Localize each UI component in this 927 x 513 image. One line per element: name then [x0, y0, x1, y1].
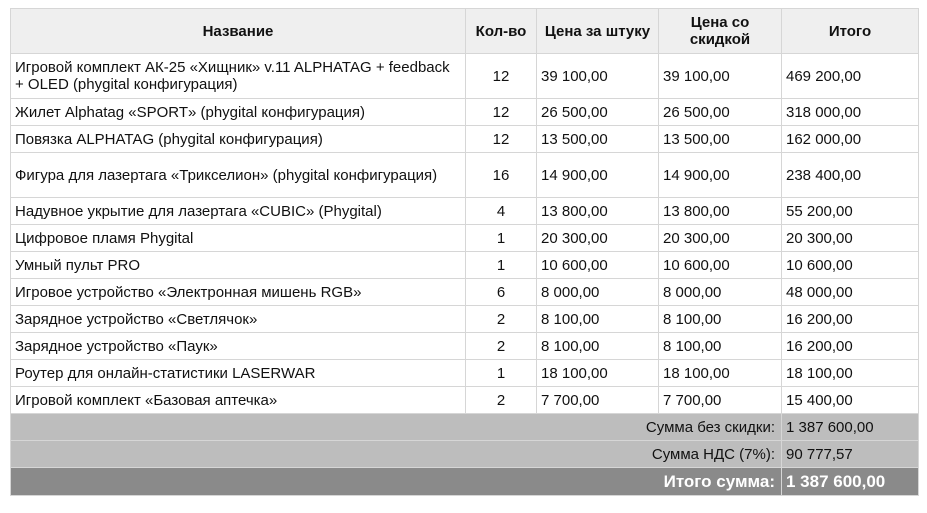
table-row	[11, 225, 919, 252]
table-row	[11, 54, 919, 99]
item-qty: 2	[466, 387, 537, 414]
item-price: 8 100,00	[537, 306, 659, 333]
table-row	[11, 126, 919, 153]
vat-label: Сумма НДС (7%):	[11, 441, 782, 468]
item-discount-price: 20 300,00	[659, 225, 782, 252]
subtotal-label: Сумма без скидки:	[11, 414, 782, 441]
item-discount-price: 7 700,00	[659, 387, 782, 414]
item-price: 7 700,00	[537, 387, 659, 414]
item-name: Умный пульт PRO	[11, 252, 466, 279]
item-total: 10 600,00	[782, 252, 919, 279]
item-price: 14 900,00	[537, 153, 659, 198]
item-name: Роутер для онлайн-статистики LASERWAR	[11, 360, 466, 387]
item-price: 18 100,00	[537, 360, 659, 387]
item-discount-price: 10 600,00	[659, 252, 782, 279]
table-row	[11, 279, 919, 306]
item-price: 13 800,00	[537, 198, 659, 225]
table-row	[11, 153, 919, 198]
item-total: 20 300,00	[782, 225, 919, 252]
header-qty: Кол-во	[466, 9, 537, 54]
item-discount-price: 13 500,00	[659, 126, 782, 153]
item-total: 469 200,00	[782, 54, 919, 99]
item-total: 16 200,00	[782, 333, 919, 360]
item-discount-price: 26 500,00	[659, 99, 782, 126]
item-price: 20 300,00	[537, 225, 659, 252]
item-price: 10 600,00	[537, 252, 659, 279]
item-qty: 1	[466, 252, 537, 279]
item-discount-price: 39 100,00	[659, 54, 782, 99]
item-name: Зарядное устройство «Паук»	[11, 333, 466, 360]
header-price: Цена за штуку	[537, 9, 659, 54]
item-price: 39 100,00	[537, 54, 659, 99]
grand-total-row	[11, 468, 919, 496]
item-name: Игровое устройство «Электронная мишень RGB»	[11, 279, 466, 306]
vat-row	[11, 441, 919, 468]
item-discount-price: 8 100,00	[659, 306, 782, 333]
item-total: 16 200,00	[782, 306, 919, 333]
table-row	[11, 333, 919, 360]
item-price: 8 100,00	[537, 333, 659, 360]
item-total: 15 400,00	[782, 387, 919, 414]
item-total: 48 000,00	[782, 279, 919, 306]
item-total: 18 100,00	[782, 360, 919, 387]
item-qty: 12	[466, 54, 537, 99]
item-total: 318 000,00	[782, 99, 919, 126]
item-discount-price: 14 900,00	[659, 153, 782, 198]
grand-total-value: 1 387 600,00	[782, 468, 919, 496]
table-row	[11, 198, 919, 225]
item-discount-price: 8 000,00	[659, 279, 782, 306]
table-row	[11, 360, 919, 387]
header-row	[11, 9, 919, 54]
item-name: Фигура для лазертага «Трикселион» (phygital конфигурация)	[11, 153, 466, 198]
table-row	[11, 252, 919, 279]
table-row	[11, 306, 919, 333]
item-total: 238 400,00	[782, 153, 919, 198]
subtotal-value: 1 387 600,00	[782, 414, 919, 441]
item-name: Жилет Alphatag «SPORT» (phygital конфигурация)	[11, 99, 466, 126]
item-total: 162 000,00	[782, 126, 919, 153]
item-name: Зарядное устройство «Светлячок»	[11, 306, 466, 333]
item-total: 55 200,00	[782, 198, 919, 225]
item-name: Цифровое пламя Phygital	[11, 225, 466, 252]
item-name: Надувное укрытие для лазертага «CUBIC» (Phygital)	[11, 198, 466, 225]
item-qty: 2	[466, 306, 537, 333]
item-qty: 4	[466, 198, 537, 225]
order-table	[10, 8, 919, 496]
item-name: Игровой комплект «Базовая аптечка»	[11, 387, 466, 414]
item-price: 26 500,00	[537, 99, 659, 126]
header-name: Название	[11, 9, 466, 54]
item-name: Повязка ALPHATAG (phygital конфигурация)	[11, 126, 466, 153]
item-qty: 6	[466, 279, 537, 306]
subtotal-row	[11, 414, 919, 441]
item-qty: 1	[466, 225, 537, 252]
item-price: 13 500,00	[537, 126, 659, 153]
header-total: Итого	[782, 9, 919, 54]
item-discount-price: 8 100,00	[659, 333, 782, 360]
item-name: Игровой комплект АК-25 «Хищник» v.11 ALPHATAG + feedback + OLED (phygital конфигурация)	[11, 54, 466, 99]
header-discount-price: Цена со скидкой	[659, 9, 782, 54]
item-qty: 2	[466, 333, 537, 360]
item-qty: 1	[466, 360, 537, 387]
table-row	[11, 99, 919, 126]
item-price: 8 000,00	[537, 279, 659, 306]
vat-value: 90 777,57	[782, 441, 919, 468]
item-qty: 12	[466, 126, 537, 153]
grand-total-label: Итого сумма:	[11, 468, 782, 496]
item-qty: 12	[466, 99, 537, 126]
table-row	[11, 387, 919, 414]
item-discount-price: 18 100,00	[659, 360, 782, 387]
item-qty: 16	[466, 153, 537, 198]
item-discount-price: 13 800,00	[659, 198, 782, 225]
